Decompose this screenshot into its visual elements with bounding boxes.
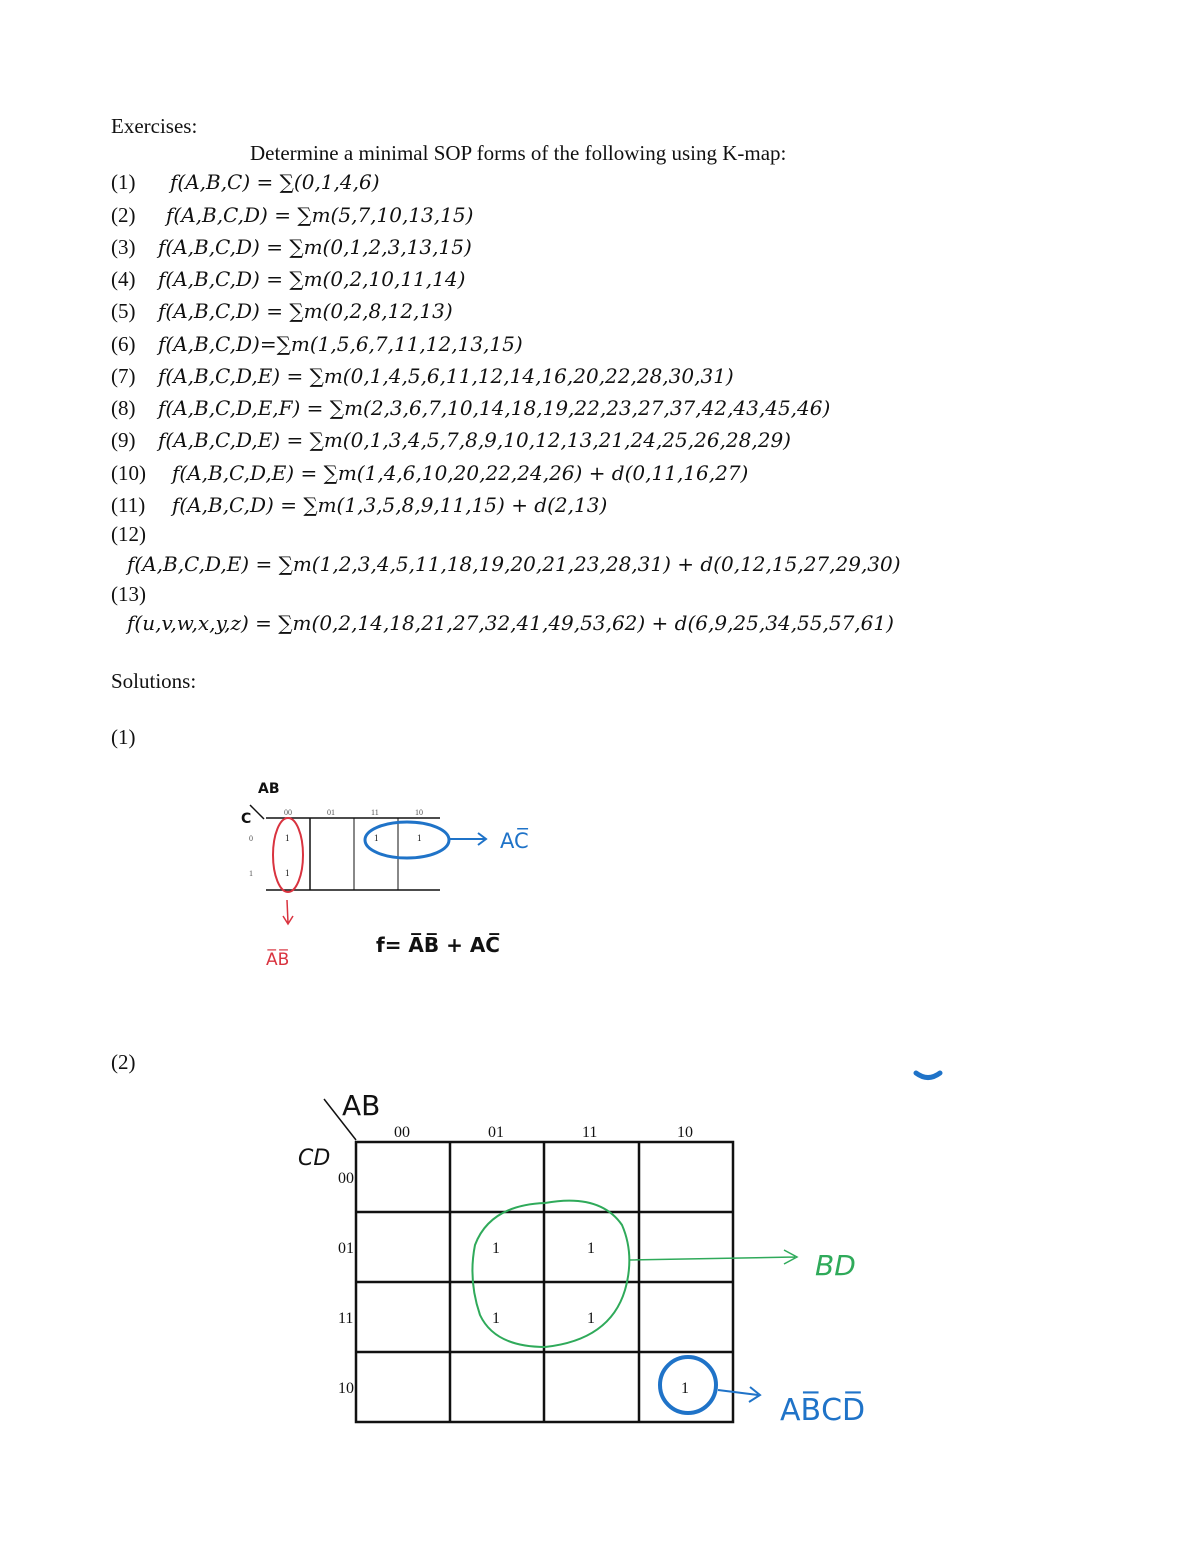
instruction-text: Determine a minimal SOP forms of the following using K-map: bbox=[250, 141, 787, 165]
kmap2-row-header: 00 bbox=[338, 1170, 354, 1187]
exercise-expression: f(A,B,C,D) = ∑m(0,2,8,12,13) bbox=[158, 299, 453, 323]
exercise-expression: f(A,B,C,D,E) = ∑m(0,1,3,4,5,7,8,9,10,12,13,21,24,25,26,28,29) bbox=[158, 428, 791, 452]
kmap2-green-term: BD bbox=[815, 1249, 856, 1282]
kmap2-blue-arrow bbox=[718, 1387, 760, 1402]
exercise-number: (10) bbox=[111, 461, 146, 485]
exercise-number: (6) bbox=[111, 332, 136, 356]
kmap2-var-top: AB bbox=[342, 1089, 381, 1122]
exercise-expression: f(A,B,C,D,E,F) = ∑m(2,3,6,7,10,14,18,19,22,23,27,37,42,43,45,46) bbox=[158, 396, 831, 420]
kmap1-blue-arrow bbox=[450, 833, 486, 845]
solution-1-label: (1) bbox=[111, 725, 136, 749]
kmap1-col-header: 01 bbox=[327, 808, 335, 817]
kmap1-cell-one: 1 bbox=[374, 833, 379, 843]
kmap1-cell-one: 1 bbox=[285, 868, 290, 878]
kmap1-col-header: 11 bbox=[371, 808, 379, 817]
exercise-expression: f(A,B,C) = ∑(0,1,4,6) bbox=[170, 170, 380, 194]
kmap2-row-header: 01 bbox=[338, 1240, 354, 1257]
kmap1-var-top: AB bbox=[258, 781, 280, 797]
exercise-number: (8) bbox=[111, 396, 136, 420]
solution-2-label: (2) bbox=[111, 1050, 136, 1074]
kmap1-col-header: 00 bbox=[284, 808, 292, 817]
kmap1-result: f= A̅B̅ + AC̅ bbox=[376, 933, 500, 957]
kmap1-corner-diagonal bbox=[250, 805, 264, 819]
kmap2-cell-one: 1 bbox=[492, 1240, 500, 1257]
kmap-solution-2 bbox=[290, 1085, 910, 1435]
exercise-expression: f(A,B,C,D)=∑m(1,5,6,7,11,12,13,15) bbox=[158, 332, 523, 356]
exercise-expression: f(A,B,C,D) = ∑m(5,7,10,13,15) bbox=[166, 203, 474, 227]
solutions-heading: Solutions: bbox=[111, 669, 197, 693]
exercise-expression: f(A,B,C,D) = ∑m(0,1,2,3,13,15) bbox=[158, 235, 472, 259]
exercise-number: (9) bbox=[111, 428, 136, 452]
exercise-number: (5) bbox=[111, 299, 136, 323]
kmap2-cell-one: 1 bbox=[587, 1240, 595, 1257]
kmap2-cell-one: 1 bbox=[587, 1310, 595, 1327]
exercise-number: (11) bbox=[111, 493, 146, 517]
exercise-number: (1) bbox=[111, 170, 136, 194]
kmap1-red-term: A̅B̅ bbox=[266, 950, 290, 970]
exercises-heading: Exercises: bbox=[111, 114, 198, 138]
kmap1-row-header: 1 bbox=[249, 869, 253, 878]
kmap1-red-arrow bbox=[283, 900, 293, 924]
exercise-number: (3) bbox=[111, 235, 136, 259]
kmap1-cell-one: 1 bbox=[285, 833, 290, 843]
kmap2-row-header: 10 bbox=[338, 1380, 354, 1397]
kmap1-row-header: 0 bbox=[249, 834, 253, 843]
kmap2-col-header: 11 bbox=[582, 1124, 598, 1141]
exercise-expression: f(A,B,C,D,E) = ∑m(1,2,3,4,5,11,18,19,20,21,23,28,31) + d(0,12,15,27,29,30) bbox=[127, 552, 901, 576]
kmap2-blue-term: AB̅CD̅ bbox=[780, 1393, 866, 1428]
kmap2-col-header: 10 bbox=[677, 1124, 693, 1141]
kmap2-row-header: 11 bbox=[338, 1310, 354, 1327]
kmap1-cell-one: 1 bbox=[417, 833, 422, 843]
kmap1-red-group-loop bbox=[273, 818, 303, 892]
exercise-number: (2) bbox=[111, 203, 136, 227]
exercise-number: (13) bbox=[111, 582, 146, 606]
exercise-expression: f(u,v,w,x,y,z) = ∑m(0,2,14,18,21,27,32,41,49,53,62) + d(6,9,25,34,55,57,61) bbox=[127, 611, 894, 635]
kmap2-cell-one: 1 bbox=[681, 1380, 689, 1397]
exercise-expression: f(A,B,C,D,E) = ∑m(1,4,6,10,20,22,24,26) + d(0,11,16,27) bbox=[172, 461, 749, 485]
kmap2-col-header: 00 bbox=[394, 1124, 410, 1141]
kmap2-green-arrow bbox=[630, 1250, 797, 1264]
kmap1-blue-term: AC̅ bbox=[500, 829, 529, 853]
exercise-number: (12) bbox=[111, 522, 146, 546]
stray-ink-mark bbox=[913, 1068, 943, 1082]
kmap2-var-left: CD bbox=[298, 1146, 331, 1171]
exercise-number: (4) bbox=[111, 267, 136, 291]
kmap1-col-header: 10 bbox=[415, 808, 423, 817]
exercise-expression: f(A,B,C,D,E) = ∑m(0,1,4,5,6,11,12,14,16,20,22,28,30,31) bbox=[158, 364, 734, 388]
kmap2-cell-one: 1 bbox=[492, 1310, 500, 1327]
kmap-solution-1 bbox=[240, 775, 560, 975]
kmap2-col-header: 01 bbox=[488, 1124, 504, 1141]
exercise-expression: f(A,B,C,D) = ∑m(0,2,10,11,14) bbox=[158, 267, 466, 291]
exercise-expression: f(A,B,C,D) = ∑m(1,3,5,8,9,11,15) + d(2,13) bbox=[172, 493, 608, 517]
exercise-number: (7) bbox=[111, 364, 136, 388]
kmap1-var-left: C bbox=[241, 811, 252, 827]
